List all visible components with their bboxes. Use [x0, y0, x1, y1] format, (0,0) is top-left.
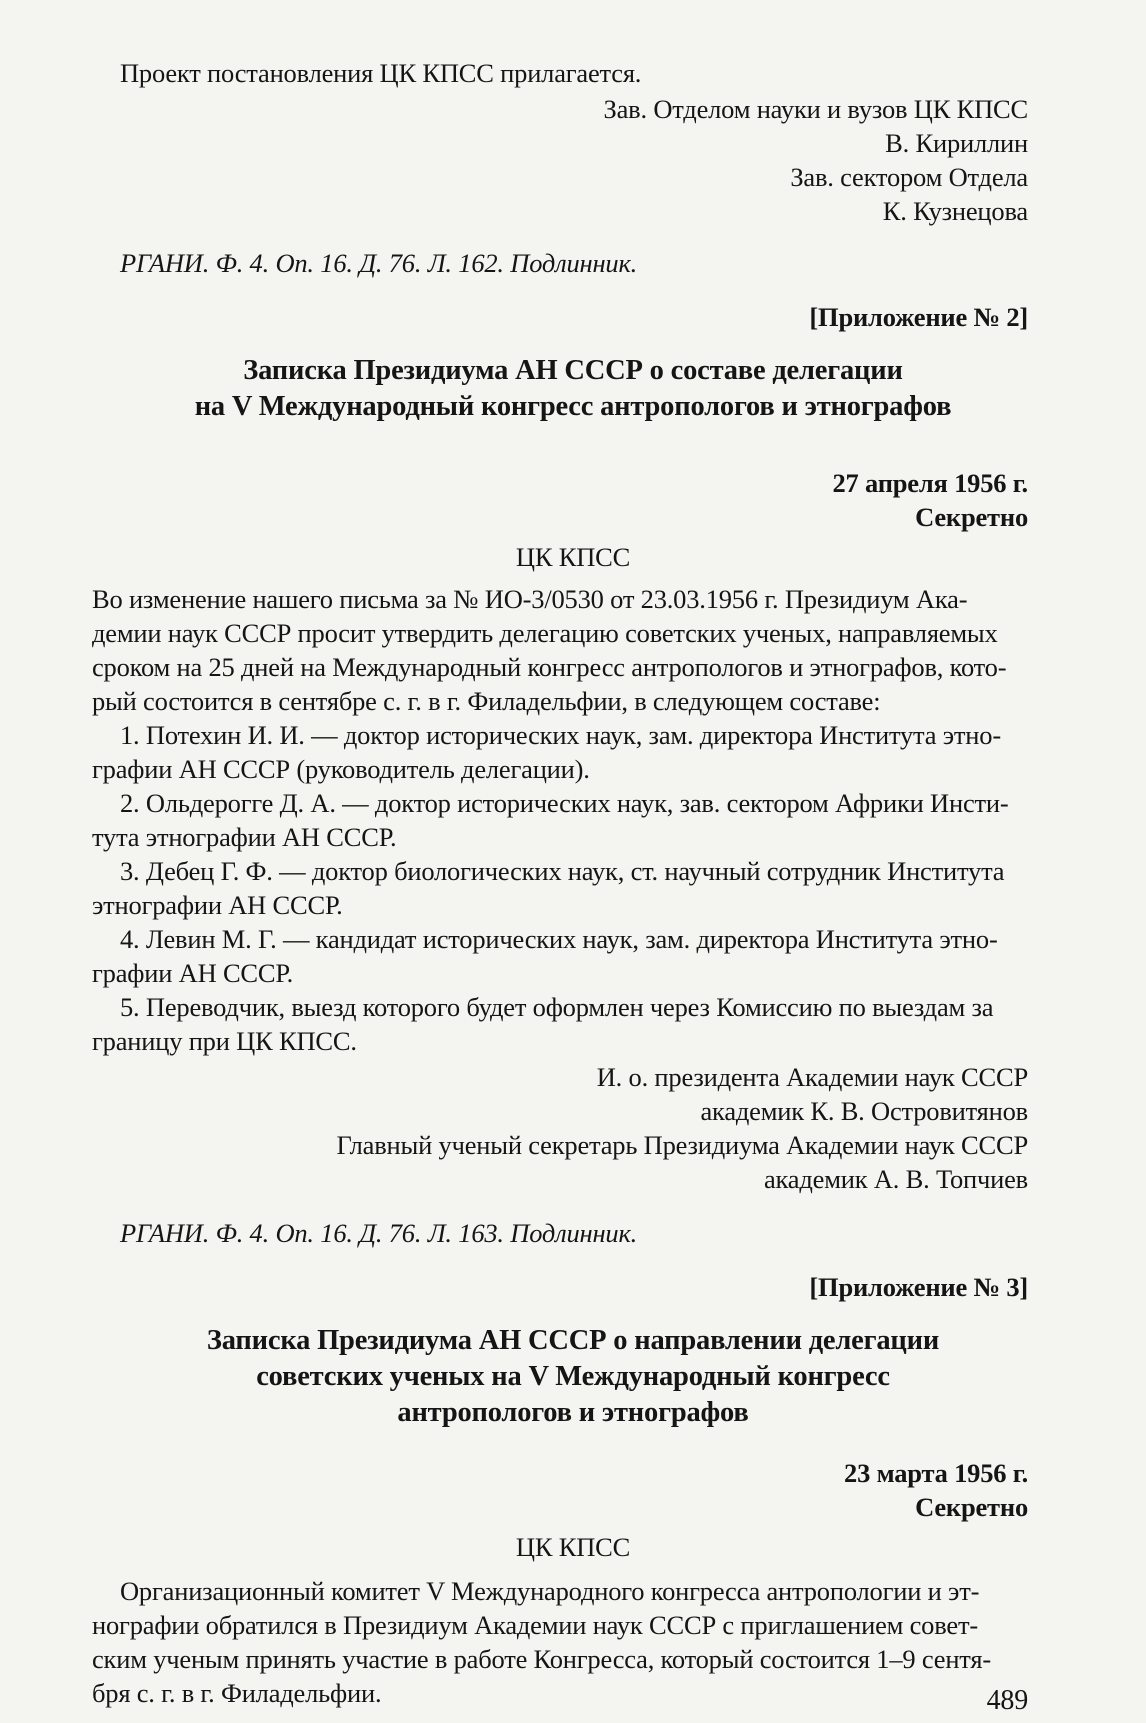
- body-line: границу при ЦК КПСС.: [92, 1026, 357, 1056]
- body-line: Организационный комитет V Международного конгресса антропологии и эт-: [120, 1576, 980, 1606]
- document-date: 23 марта 1956 г.: [844, 1458, 1028, 1488]
- body-line: нографии обратился в Президиум Академии наук СССР с приглашением совет-: [92, 1610, 978, 1640]
- appendix-label: [Приложение № 3]: [809, 1272, 1028, 1302]
- body-line: ским ученым принять участие в работе Конгресса, который состоится 1–9 сентя-: [92, 1644, 991, 1674]
- secrecy-mark: Секретно: [915, 502, 1028, 532]
- body-line: сроком на 25 дней на Международный конгресс антропологов и этнографов, кото-: [92, 652, 1007, 682]
- body-line: Во изменение нашего письма за № ИО-3/0530 от 23.03.1956 г. Президиум Ака-: [92, 584, 968, 614]
- body-line: 1. Потехин И. И. — доктор исторических наук, зам. директора Института этно-: [120, 720, 1001, 750]
- section-heading: антропологов и этнографов: [397, 1397, 749, 1428]
- secrecy-mark: Секретно: [915, 1492, 1028, 1522]
- section-heading: на V Международный конгресс антропологов и этнографов: [194, 391, 952, 422]
- document-date: 27 апреля 1956 г.: [832, 468, 1028, 498]
- section-heading: Записка Президиума АН СССР о составе делегации: [243, 355, 903, 386]
- body-line: 3. Дебец Г. Ф. — доктор биологических наук, ст. научный сотрудник Института: [120, 856, 1005, 886]
- body-line: демии наук СССР просит утвердить делегацию советских ученых, направляемых: [92, 618, 998, 648]
- body-line: бря с. г. в г. Филадельфии.: [92, 1678, 382, 1708]
- body-line: этнографии АН СССР.: [92, 890, 343, 920]
- signature-title: Зав. Отделом науки и вузов ЦК КПСС: [603, 94, 1028, 124]
- signature-title: Зав. сектором Отдела: [790, 162, 1028, 192]
- signature-name: академик К. В. Островитянов: [700, 1096, 1028, 1126]
- signature-name: В. Кириллин: [885, 128, 1028, 158]
- body-line: графии АН СССР (руководитель делегации).: [92, 754, 590, 784]
- section-heading: советских ученых на V Международный конгресс: [256, 1361, 890, 1392]
- signature-name: К. Кузнецова: [882, 196, 1028, 226]
- signature-name: академик А. В. Топчиев: [763, 1164, 1028, 1194]
- body-line: 2. Ольдерогге Д. А. — доктор исторических наук, зав. сектором Африки Инсти-: [120, 788, 1009, 818]
- addressee: ЦК КПСС: [515, 542, 631, 572]
- body-line: 5. Переводчик, выезд которого будет оформлен через Комиссию по выездам за: [120, 992, 994, 1022]
- signature-title: И. о. президента Академии наук СССР: [596, 1062, 1028, 1092]
- archive-source: РГАНИ. Ф. 4. Оп. 16. Д. 76. Л. 162. Подлинник.: [120, 248, 638, 278]
- archive-source: РГАНИ. Ф. 4. Оп. 16. Д. 76. Л. 163. Подлинник.: [120, 1218, 638, 1248]
- appendix-label: [Приложение № 2]: [809, 302, 1028, 332]
- body-line: графии АН СССР.: [92, 958, 294, 988]
- section-heading: Записка Президиума АН СССР о направлении делегации: [206, 1325, 940, 1356]
- addressee: ЦК КПСС: [515, 1532, 631, 1562]
- page-number: 489: [986, 1685, 1028, 1716]
- signature-title: Главный ученый секретарь Президиума Академии наук СССР: [336, 1130, 1028, 1160]
- intro-text: Проект постановления ЦК КПСС прилагается.: [120, 58, 642, 88]
- body-line: тута этнографии АН СССР.: [92, 822, 397, 852]
- body-line: 4. Левин М. Г. — кандидат исторических наук, зам. директора Института этно-: [120, 924, 998, 954]
- body-line: рый состоится в сентябре с. г. в г. Филадельфии, в следующем составе:: [92, 686, 881, 716]
